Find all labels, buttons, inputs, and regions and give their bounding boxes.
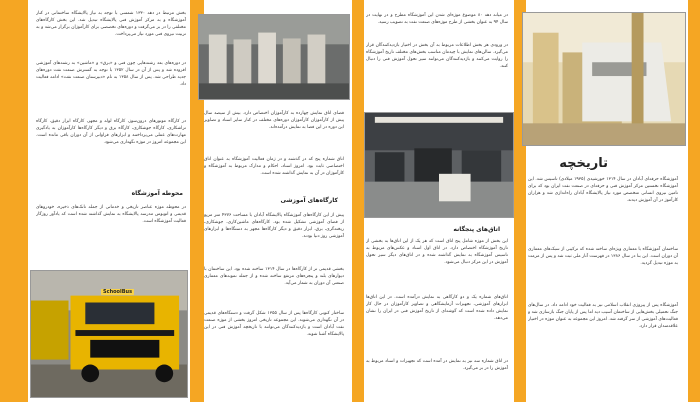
panel1-paragraph: بخش مرتبط در دهه ۱۳۳۰ شمسی با توجه به نیاز پالایشگاه ساختمانی در کنار آموزشگاه و به مرکز آموزش فنی پالایشگاه تبدیل شد. این بخش کارگاه‌های مختلفی را در بر می‌گرفت و دوره‌های تخصصی برای کارآموزان برگزار می‌شد و به تربیت نیروی فنی مورد نیاز می‌پرداخت.	[36, 11, 186, 37]
section-heading: کارگاه‌های آموزشی	[280, 197, 338, 204]
panel3-paragraph: در میانه دهه ۸۰ موضوع موزه‌ای شدن این آموزشگاه مطرح و در نهایت در سال ۹۴ به عنوان بخشی از طرح موزه‌های صنعت نفت به تصویب رسید.	[366, 13, 508, 25]
bus-sign: SchoolBus	[103, 289, 133, 295]
panel2-paragraph: فضای اتاق نمایش چهارده به کارآموزان اختصاص دارد. بیش از سیصد سال پیش از کارآموزان کارآموزان دوره‌های مختلف در کنار سایر اسناد و تصاویر این دوره در این فضا به نمایش درآمده‌اند.	[204, 111, 344, 130]
accent-stripe	[688, 0, 700, 402]
panel4-paragraph: ساختمان آموزشگاه با معماری ویژه‌ای ساخته شده که ترکیبی از سبک‌های معماری آن دوران است. این بنا در سال ۱۳۸۶ در فهرست آثار ملی ثبت شد و پس از مرمت به موزه تبدیل گردید.	[528, 247, 678, 266]
panel1-paragraph: در کارگاه موتورهای درون‌سوز، کارگاه لوله و مجهز، کارگاه ابزار دقیق، کارگاه تراشکاری، کارگاه جوشکاری، کارگاه برق و دیگر کارگاه‌ها کارآموزان به یادگیری مهارت‌های عملی می‌پرداختند و ابزارهای فراوانی از آن دوران باقی مانده است. این مجموعه امروز در موزه نگهداری می‌شود.	[36, 119, 186, 145]
accent-stripe	[352, 0, 364, 402]
panel4-paragraph: آموزشگاه پس از پیروزی انقلاب اسلامی نیز به فعالیت خود ادامه داد. در سال‌های جنگ تحمیلی بخش‌هایی از ساختمان آسیب دید اما پس از پایان جنگ بازسازی شد و فعالیت‌های آموزشی از سر گرفته شد. امروز این مجموعه به عنوان موزه در اختیار علاقه‌مندان قرار دارد.	[528, 303, 678, 329]
panel2-paragraph: بخشی قدیمی تر از کارگاه‌ها در سال ۱۳۱۴ ساخته شده بود. این ساختمان با دیوارهای بلند و پنجره‌های مرتفع ساخته شده و از جمله نمونه‌های معماری صنعتی آن دوران به شمار می‌آید.	[204, 267, 344, 286]
workshop-photo	[364, 112, 514, 218]
panel2-paragraph: اتاق شماره پنج که در گذشته و در زمان فعالیت آموزشگاه به عنوان اتاق اختصاصی ثابت بود. امروز اسناد، احکام و مدارک مربوط به آموزشگاه و کارآموزان در آن به نمایش گذاشته شده است.	[204, 157, 344, 176]
workers-photo	[198, 14, 350, 100]
section-heading: محوطه آموزشگاه	[131, 190, 183, 197]
panel2-paragraph: ساختار کنونی کارگاه‌ها پس از سال ۱۳۵۵ شکل گرفت و دستگاه‌های قدیمی در آن نگهداری می‌شوند. این مجموعه تاریخی امروز بخشی از موزه صنعت نفت آبادان است و بازدیدکنندگان می‌توانند با تاریخچه آموزش فنی در این پالایشگاه آشنا شوند.	[204, 311, 344, 337]
panel3-paragraph: در اتاق شماره سه نیز به نمایش در آمده است که تجهیزات و اسناد مربوط به آموزش را در بر می‌گیرد.	[366, 359, 508, 371]
section-heading: اتاق‌های پنجگانه	[453, 226, 500, 233]
panel4-paragraph: آموزشگاه حرفه‌ای آبادان در سال ۱۳۱۴ خورشیدی (۱۹۳۵ میلادی) تاسیس شد. این آموزشگاه نخستین مرکز آموزش فنی و حرفه‌ای در صنعت نفت ایران بود که برای تامین نیروی انسانی متخصص مورد نیاز پالایشگاه آبادان راه‌اندازی شد و هزاران کارآموز در آن آموزش دیدند.	[528, 177, 678, 203]
panel1-paragraph: در دوره‌های بعد رشته‌هایی چون فنی و «برق» و «ماشین» به رشته‌های آموزشی افزوده شد و پس از آن در سال ۱۳۵۲ با توجه به گسترش صنعت نفت دوره‌های جدید طراحی شد. پس از سال ۱۳۵۸ به نام «دبیرستان صنعت نفت» ادامه فعالیت داد.	[36, 61, 186, 87]
panel3-paragraph: این بخش از موزه شامل پنج اتاق است که هر یک از این اتاق‌ها به بخشی از تاریخ آموزشگاه اختصاص دارد. در اتاق اول اسناد و عکس‌های مربوط به تاسیس آموزشگاه به نمایش گذاشته شده و در اتاق‌های دیگر سیر تحول آموزش در این مرکز دنبال می‌شود.	[366, 239, 508, 265]
school-bus-photo	[30, 270, 188, 398]
building-photo	[522, 12, 686, 146]
panel3-paragraph: در ورودی هر بخش اطلاعات مربوط به آن بخش در اختیار بازدیدکنندگان قرار می‌گیرد. سالن‌های نمایش با چیدمان مناسب بخش‌های مختلف تاریخ آموزشگاه را روایت می‌کنند و بازدیدکنندگان می‌توانند سیر تحول آموزش فنی را دنبال کنند.	[366, 43, 508, 69]
panel3-paragraph: اتاق‌های شماره یک و دو کارگاهی به نمایش درآمده است. در این اتاق‌ها ابزارهای آموزشی، تجهیزات آزمایشگاهی و تصاویر کارآموزان در حال کار نمایش داده شده است که گوشه‌ای از تاریخ آموزش فنی در ایران را نشان می‌دهد.	[366, 295, 508, 321]
panel1-paragraph: در محوطه موزه عناصر تاریخی و خدماتی از جمله تانک‌های ذخیره، خودروهای قدیمی و اتوبوس مدرسه پالایشگاه به نمایش گذاشته شده است که یادآور روزگار فعالیت آموزشگاه است.	[36, 205, 186, 224]
page-title: تاریخچه	[559, 156, 608, 171]
panel2-paragraph: پیش از این کارگاه‌های آموزشگاه پالایشگاه آبادان با مساحت ۴۳۷۶ متر مربع از فضای آموزشی تشکیل شده بود. کارگاه‌های ماشین‌کاری، جوشکاری، ریخته‌گری، برق، ابزار دقیق و دیگر کارگاه‌ها مجهز به دستگاه‌ها و ابزارهای آموزشی روز دنیا بودند.	[204, 213, 344, 239]
